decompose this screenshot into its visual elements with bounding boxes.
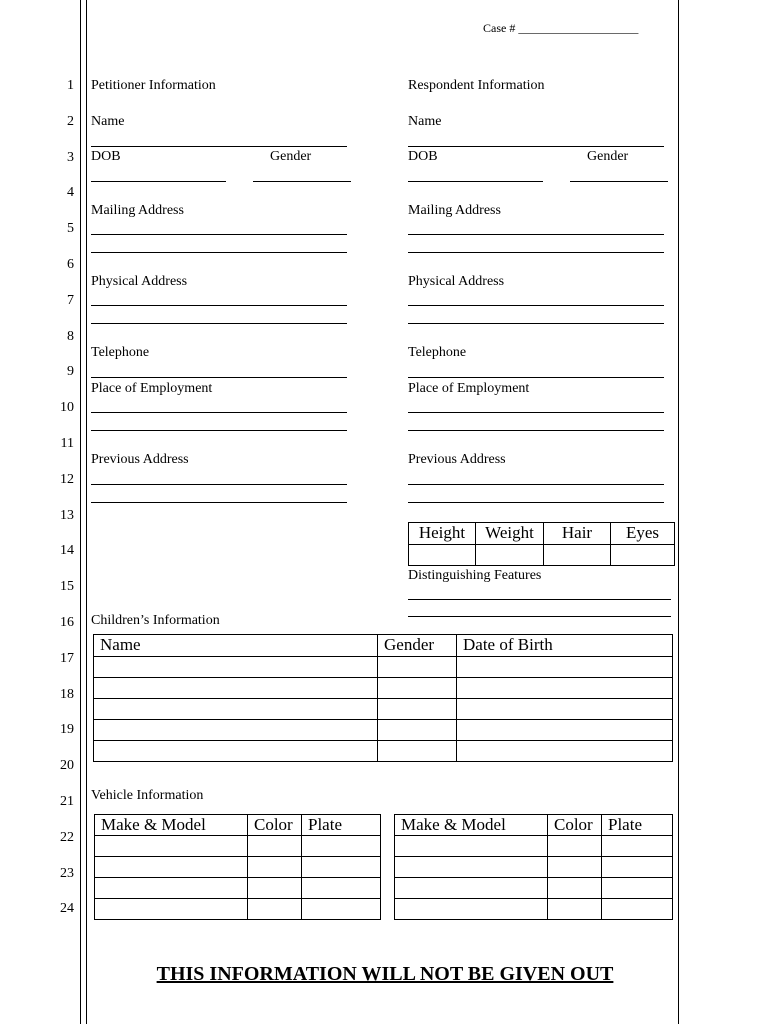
color-cell[interactable] xyxy=(548,857,602,878)
physical-description-entry-row xyxy=(409,545,675,566)
height-header: Height xyxy=(409,523,476,545)
make-model-cell[interactable] xyxy=(95,899,248,920)
height-cell[interactable] xyxy=(409,545,476,566)
line-number: 13 xyxy=(60,507,74,523)
plate-cell[interactable] xyxy=(302,836,381,857)
petitioner-physical-label: Physical Address xyxy=(91,274,188,289)
vehicle-heading: Vehicle Information xyxy=(91,788,204,803)
petitioner-mailing-line-1[interactable] xyxy=(91,234,347,235)
child-gender-cell[interactable] xyxy=(378,678,457,699)
vehicle-row xyxy=(95,857,381,878)
line-number: 22 xyxy=(60,829,74,845)
respondent-mailing-line-1[interactable] xyxy=(408,234,664,235)
color-cell[interactable] xyxy=(548,878,602,899)
line-number: 4 xyxy=(67,185,74,201)
child-dob-cell[interactable] xyxy=(457,678,673,699)
line-number: 6 xyxy=(67,257,74,272)
respondent-physical-label: Physical Address xyxy=(408,274,505,289)
make-model-cell[interactable] xyxy=(395,899,548,920)
petitioner-previous-label: Previous Address xyxy=(91,452,189,467)
weight-cell[interactable] xyxy=(476,545,544,566)
petitioner-heading: Petitioner Information xyxy=(91,78,216,93)
line-number: 19 xyxy=(60,722,74,738)
color-cell[interactable] xyxy=(548,836,602,857)
child-name-cell[interactable] xyxy=(94,741,378,762)
petitioner-physical-line-1[interactable] xyxy=(91,305,347,306)
left-margin-rule-outer xyxy=(80,0,81,1024)
confidentiality-notice: THIS INFORMATION WILL NOT BE GIVEN OUT xyxy=(156,963,614,985)
line-number: 17 xyxy=(60,650,74,666)
petitioner-name-line[interactable] xyxy=(91,146,347,147)
respondent-mailing-line-2[interactable] xyxy=(408,252,664,253)
child-gender-cell[interactable] xyxy=(378,741,457,762)
color-cell[interactable] xyxy=(548,899,602,920)
line-number: 5 xyxy=(67,221,74,237)
line-number: 11 xyxy=(60,436,74,451)
make-model-cell[interactable] xyxy=(395,836,548,857)
plate-cell[interactable] xyxy=(302,857,381,878)
child-name-cell[interactable] xyxy=(94,720,378,741)
make-model-header: Make & Model xyxy=(395,815,548,836)
respondent-name-line[interactable] xyxy=(408,146,664,147)
vehicle-row xyxy=(95,878,381,899)
eyes-cell[interactable] xyxy=(611,545,675,566)
respondent-physical-line-2[interactable] xyxy=(408,323,664,324)
child-row xyxy=(94,678,673,699)
make-model-header: Make & Model xyxy=(95,815,248,836)
petitioner-dob-line[interactable] xyxy=(91,181,226,182)
color-cell[interactable] xyxy=(248,878,302,899)
children-table xyxy=(93,634,673,762)
color-header: Color xyxy=(548,815,602,836)
child-name-header: Name xyxy=(94,635,378,657)
children-header-row xyxy=(94,635,673,657)
line-number: 12 xyxy=(60,471,74,487)
hair-header: Hair xyxy=(544,523,611,545)
plate-cell[interactable] xyxy=(602,836,673,857)
petitioner-gender-line[interactable] xyxy=(253,181,351,182)
respondent-physical-line-1[interactable] xyxy=(408,305,664,306)
respondent-name-label: Name xyxy=(408,114,442,129)
respondent-heading: Respondent Information xyxy=(408,78,545,93)
line-number: 23 xyxy=(60,865,74,881)
line-number: 9 xyxy=(67,364,74,380)
child-name-cell[interactable] xyxy=(94,699,378,720)
child-gender-cell[interactable] xyxy=(378,657,457,678)
child-row xyxy=(94,657,673,678)
petitioner-dob-label: DOB xyxy=(91,149,121,164)
respondent-telephone-line[interactable] xyxy=(408,377,664,378)
vehicle-row xyxy=(395,899,673,920)
line-number: 8 xyxy=(67,328,74,344)
line-number: 1 xyxy=(67,78,74,93)
make-model-cell[interactable] xyxy=(95,857,248,878)
child-name-cell[interactable] xyxy=(94,657,378,678)
line-number: 18 xyxy=(60,686,74,702)
respondent-dob-label: DOB xyxy=(408,149,438,164)
child-row xyxy=(94,699,673,720)
child-row xyxy=(94,720,673,741)
petitioner-employment-label: Place of Employment xyxy=(91,381,213,396)
child-row xyxy=(94,741,673,762)
line-number: 10 xyxy=(60,400,74,416)
distinguishing-features-label: Distinguishing Features xyxy=(408,568,542,583)
line-number: 7 xyxy=(67,292,74,308)
petitioner-employment-line-2[interactable] xyxy=(91,430,347,431)
case-number-label: Case # xyxy=(483,21,516,35)
respondent-employment-line-2[interactable] xyxy=(408,430,664,431)
child-gender-header: Gender xyxy=(378,635,457,657)
vehicle-table-2 xyxy=(394,814,673,920)
color-header: Color xyxy=(248,815,302,836)
petitioner-name-label: Name xyxy=(91,114,125,129)
petitioner-gender-label: Gender xyxy=(270,149,312,164)
plate-header: Plate xyxy=(302,815,381,836)
line-number: 15 xyxy=(60,579,74,595)
physical-description-table xyxy=(408,522,675,566)
color-cell[interactable] xyxy=(248,857,302,878)
petitioner-previous-line-1[interactable] xyxy=(91,484,347,485)
vehicle-row xyxy=(395,878,673,899)
respondent-gender-label: Gender xyxy=(587,149,629,164)
children-heading: Children’s Information xyxy=(91,613,220,628)
vehicle-row xyxy=(95,899,381,920)
case-number xyxy=(483,20,638,36)
respondent-employment-line-1[interactable] xyxy=(408,412,664,413)
eyes-header: Eyes xyxy=(611,523,675,545)
make-model-cell[interactable] xyxy=(95,878,248,899)
make-model-cell[interactable] xyxy=(95,836,248,857)
respondent-previous-line-2[interactable] xyxy=(408,502,664,503)
line-number: 3 xyxy=(67,149,74,165)
petitioner-mailing-line-2[interactable] xyxy=(91,252,347,253)
vehicle-row xyxy=(95,836,381,857)
petitioner-employment-line-1[interactable] xyxy=(91,412,347,413)
child-gender-cell[interactable] xyxy=(378,720,457,741)
petitioner-previous-line-2[interactable] xyxy=(91,502,347,503)
petitioner-mailing-label: Mailing Address xyxy=(91,203,184,218)
line-number: 2 xyxy=(67,113,74,129)
child-dob-header: Date of Birth xyxy=(457,635,673,657)
child-dob-cell[interactable] xyxy=(457,741,673,762)
plate-header: Plate xyxy=(602,815,673,836)
distinguishing-features-line-2[interactable] xyxy=(408,616,671,617)
petitioner-telephone-label: Telephone xyxy=(91,345,150,360)
plate-cell[interactable] xyxy=(302,899,381,920)
distinguishing-features-line-1[interactable] xyxy=(408,599,671,600)
line-number: 20 xyxy=(60,758,74,774)
respondent-dob-line[interactable] xyxy=(408,181,543,182)
line-number: 16 xyxy=(60,615,74,630)
child-name-cell[interactable] xyxy=(94,678,378,699)
respondent-previous-label: Previous Address xyxy=(408,452,506,467)
child-gender-cell[interactable] xyxy=(378,699,457,720)
respondent-gender-line[interactable] xyxy=(570,181,668,182)
case-number-blank: ____________________ xyxy=(518,21,639,35)
color-cell[interactable] xyxy=(248,899,302,920)
make-model-cell[interactable] xyxy=(395,878,548,899)
plate-cell[interactable] xyxy=(602,857,673,878)
hair-cell[interactable] xyxy=(544,545,611,566)
respondent-previous-line-1[interactable] xyxy=(408,484,664,485)
make-model-cell[interactable] xyxy=(395,857,548,878)
physical-description-header-row xyxy=(409,523,675,545)
color-cell[interactable] xyxy=(248,836,302,857)
vehicle-header-row xyxy=(395,815,673,836)
respondent-mailing-label: Mailing Address xyxy=(408,203,501,218)
plate-cell[interactable] xyxy=(302,878,381,899)
respondent-telephone-label: Telephone xyxy=(408,345,467,360)
respondent-employment-label: Place of Employment xyxy=(408,381,530,396)
vehicle-row xyxy=(395,857,673,878)
petitioner-telephone-line[interactable] xyxy=(91,377,347,378)
vehicle-header-row xyxy=(95,815,381,836)
plate-cell[interactable] xyxy=(602,899,673,920)
child-dob-cell[interactable] xyxy=(457,657,673,678)
line-number: 14 xyxy=(60,543,74,559)
petitioner-physical-line-2[interactable] xyxy=(91,323,347,324)
right-margin-rule xyxy=(678,0,679,1024)
weight-header: Weight xyxy=(476,523,544,545)
vehicle-row xyxy=(395,836,673,857)
line-number: 24 xyxy=(60,901,74,917)
plate-cell[interactable] xyxy=(602,878,673,899)
child-dob-cell[interactable] xyxy=(457,720,673,741)
vehicle-table-1 xyxy=(94,814,381,920)
line-number: 21 xyxy=(60,794,74,809)
child-dob-cell[interactable] xyxy=(457,699,673,720)
left-margin-rule-inner xyxy=(86,0,87,1024)
